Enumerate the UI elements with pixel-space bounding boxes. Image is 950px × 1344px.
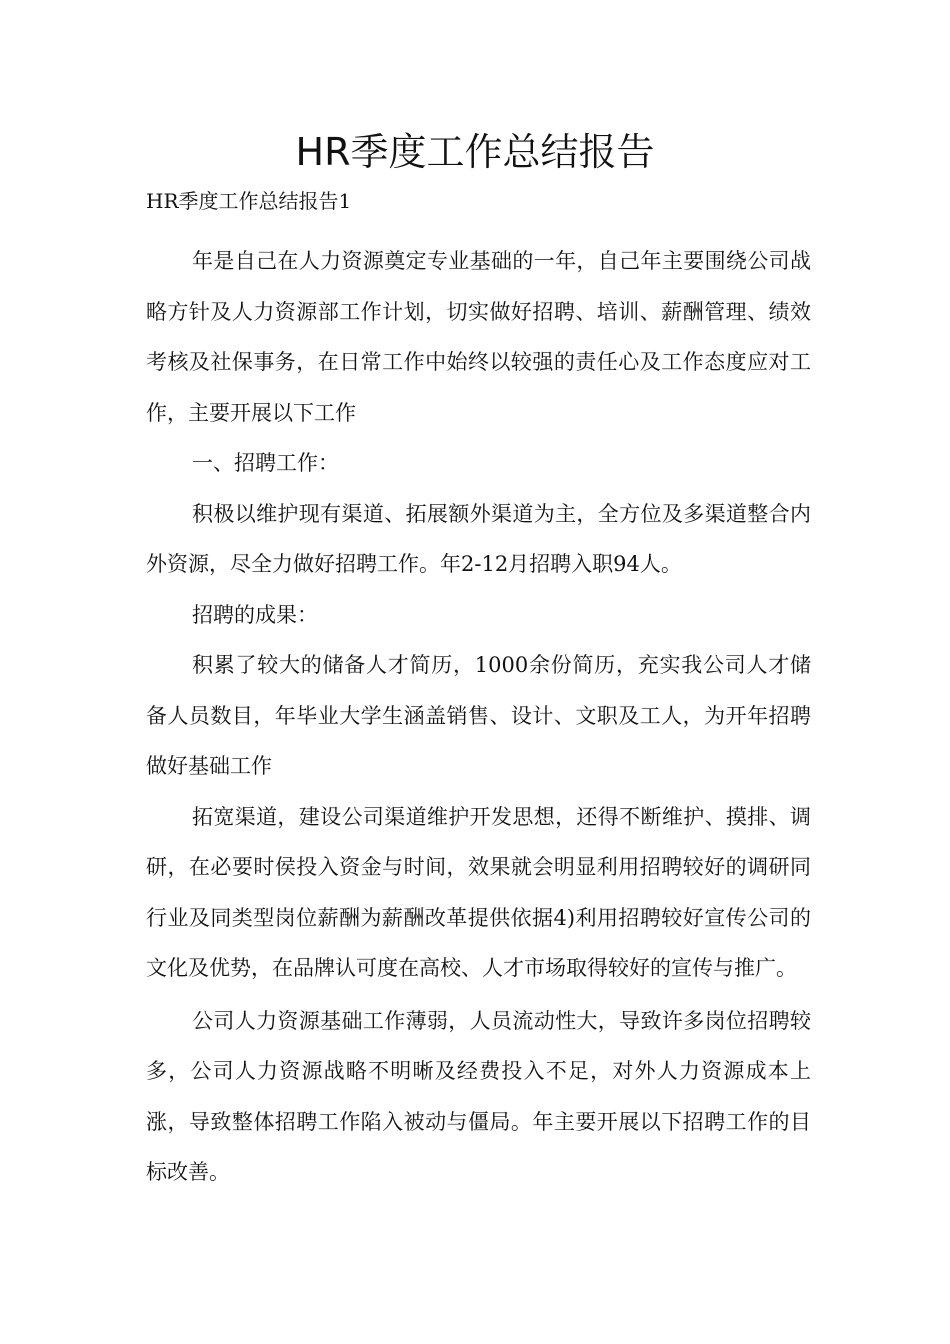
document-subtitle: HR季度工作总结报告1	[146, 189, 352, 213]
paragraph-recruitment-channels: 积极以维护现有渠道、拓展额外渠道为主，全方位及多渠道整合内外资源，尽全力做好招聘工作。年2-12月招聘入职94人。	[146, 501, 811, 576]
paragraph-channel-expansion: 拓宽渠道，建设公司渠道维护开发思想，还得不断维护、摸排、调研，在必要时侯投入资金与时间，效果就会明显利用招聘较好的调研同行业及同类型岗位薪酬为薪酬改革提供依据4)利用招聘较好宣传公司的文化及优势，在品牌认可度在高校、人才市场取得较好的宣传与推广。	[146, 804, 811, 980]
document-body	[146, 236, 811, 1198]
paragraph-hr-foundation: 公司人力资源基础工作薄弱，人员流动性大，导致许多岗位招聘较多，公司人力资源战略不明晰及经费投入不足，对外人力资源成本上涨，导致整体招聘工作陷入被动与僵局。年主要开展以下招聘工作的目标改善。	[146, 1008, 811, 1184]
section-heading-recruitment: 一、招聘工作：	[192, 451, 339, 475]
section-heading-results: 招聘的成果：	[192, 602, 318, 627]
document-title: HR季度工作总结报告	[295, 130, 655, 174]
paragraph-intro: 年是自己在人力资源奠定专业基础的一年，自己年主要围绕公司战略方针及人力资源部工作计划，切实做好招聘、培训、薪酬管理、绩效考核及社保事务，在日常工作中始终以较强的责任心及工作态度应对工作，主要开展以下工作	[146, 249, 811, 425]
paragraph-talent-reserve: 积累了较大的储备人才简历，1000余份简历，充实我公司人才储备人员数目，年毕业大学生涵盖销售、设计、文职及工人，为开年招聘做好基础工作	[146, 653, 811, 778]
